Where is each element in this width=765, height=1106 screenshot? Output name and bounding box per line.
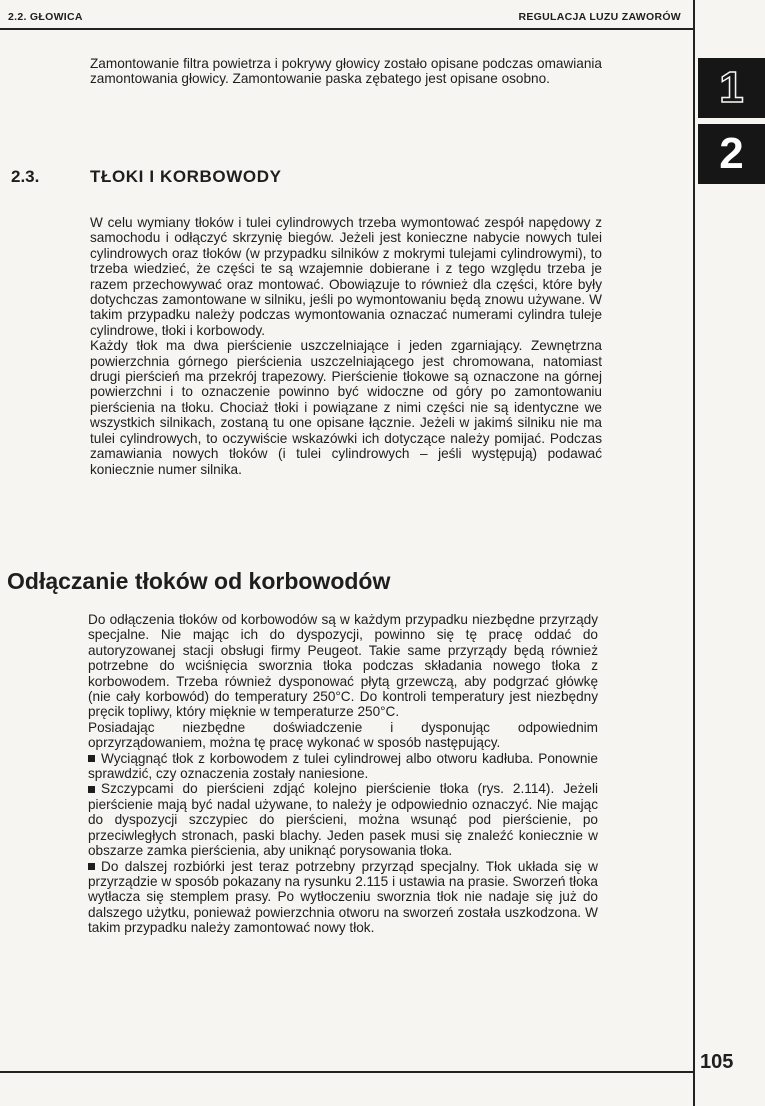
subsection-paragraph: Do odłączenia tłoków od korbowodów są w każdym przypadku niezbędne przyrządy specjalne. Nie mając ich do dyspozycji, powinno się tę pracę oddać do autoryzowanej stacji obsługi firmy Peugeot. Takie same przyrządy będą również potrzebne do wciśnięcia sworznia tłoka podczas składania nowego tłoka z korbowodem. Trzeba również dysponować płytą grzewczą, aby podgrzać główkę (nie cały korbowód) do temperatury 250°C. Do kontroli temperatury jest niezbędny pręcik topliwy, który mięknie w temperaturze 250°C. <box>88 612 598 720</box>
section-number: 2.3. <box>11 167 40 186</box>
bullet-icon <box>88 786 95 793</box>
bullet-item: Wyciągnąć tłok z korbowodem z tulei cylindrowej albo otworu kadłuba. Ponownie sprawdzić, czy oznaczenia zostały naniesione. <box>88 750 598 782</box>
chapter-tab-2: 2 <box>698 124 765 184</box>
subsection-paragraph: Posiadając niezbędne doświadczenie i dysponując odpowiednim oprzyrządowaniem, można tę pracę wykonać w sposób następujący. <box>88 719 598 751</box>
page-number: 105 <box>700 1051 734 1073</box>
bullet-icon <box>88 755 95 762</box>
bullet-item: Szczypcami do pierścieni zdjąć kolejno pierścienie tłoka (rys. 2.114). Jeżeli pierścienie mają być nadal używane, to należy je odpowiednio oznaczyć. Nie mając do dyspozycji szczypiec do pierścieni, można wsunąć pod pierścienie, po przeciwległych stronach, paski blachy. Jeden pasek musi się znaleźć koniecznie w obszarze zamka pierścienia, aby uniknąć porysowania tłoka. <box>88 781 598 859</box>
margin-divider <box>693 0 695 1106</box>
footer-divider <box>0 1071 693 1073</box>
subsection-body <box>88 612 598 936</box>
section-body <box>90 215 602 477</box>
bullet-icon <box>88 863 95 870</box>
running-header-topic: REGULACJA LUZU ZAWORÓW <box>518 11 681 23</box>
section-title: TŁOKI I KORBOWODY <box>90 167 282 186</box>
running-header-section: 2.2. GŁOWICA <box>8 11 83 23</box>
subsection-title: Odłączanie tłoków od korbowodów <box>7 568 391 594</box>
section-paragraph: W celu wymiany tłoków i tulei cylindrowych trzeba wymontować zespół napędowy z samochodu i odłączyć skrzynię biegów. Jeżeli jest konieczne nabycie nowych tulei cylindrowych oraz tłoków (w przypadku silników z mokrymi tulejami cylindrowymi), to trzeba wiedzieć, że części te są wzajemnie dobierane i z tego względu trzeba je razem przechowywać oraz montować. Obowiązuje to również dla części, które były dotychczas zamontowane w silniku, jeśli po wymontowaniu będą znowu używane. W takim przypadku należy podczas wymontowania oznaczać numerami cylindra tuleje cylindrowe, tłoki i korbowody. <box>90 215 602 338</box>
section-paragraph: Każdy tłok ma dwa pierścienie uszczelniające i jeden zgarniający. Zewnętrzna powierzchnia górnego pierścienia uszczelniającego jest chromowana, natomiast drugi pierścień ma przekrój trapezowy. Pierścienie tłokowe są oznaczone na górnej powierzchni i to oznaczenie powinno być widoczne od góry po zamontowaniu pierścienia na tłoku. Chociaż tłoki i powiązane z nimi części nie są identyczne we wszystkich silnikach, zostaną tu one opisane łącznie. Jeżeli w jakimś silniku nie ma tulei cylindrowych, to oczywiście wskazówki ich dotyczące należy pomijać. Podczas zamawiania nowych tłoków (i tulei cylindrowych – jeśli występują) podawać koniecznie numer silnika. <box>90 338 602 477</box>
header-divider <box>0 28 693 30</box>
bullet-item: Do dalszej rozbiórki jest teraz potrzebny przyrząd specjalny. Tłok układa się w przyrządzie w sposób pokazany na rysunku 2.115 i ustawia na prasie. Sworzeń tłoka wytłacza się stemplem prasy. Po wytłoczeniu sworznia tłok nie nadaje się już do dalszego użytku, ponieważ powierzchnia otworu na sworzeń została uszkodzona. W takim przypadku należy zamontować nowy tłok. <box>88 858 598 936</box>
chapter-tab-1: 1 <box>698 58 765 118</box>
intro-paragraph: Zamontowanie filtra powietrza i pokrywy głowicy zostało opisane podczas omawiania zamontowania głowicy. Zamontowanie paska zębatego jest opisane osobno. <box>90 56 602 87</box>
